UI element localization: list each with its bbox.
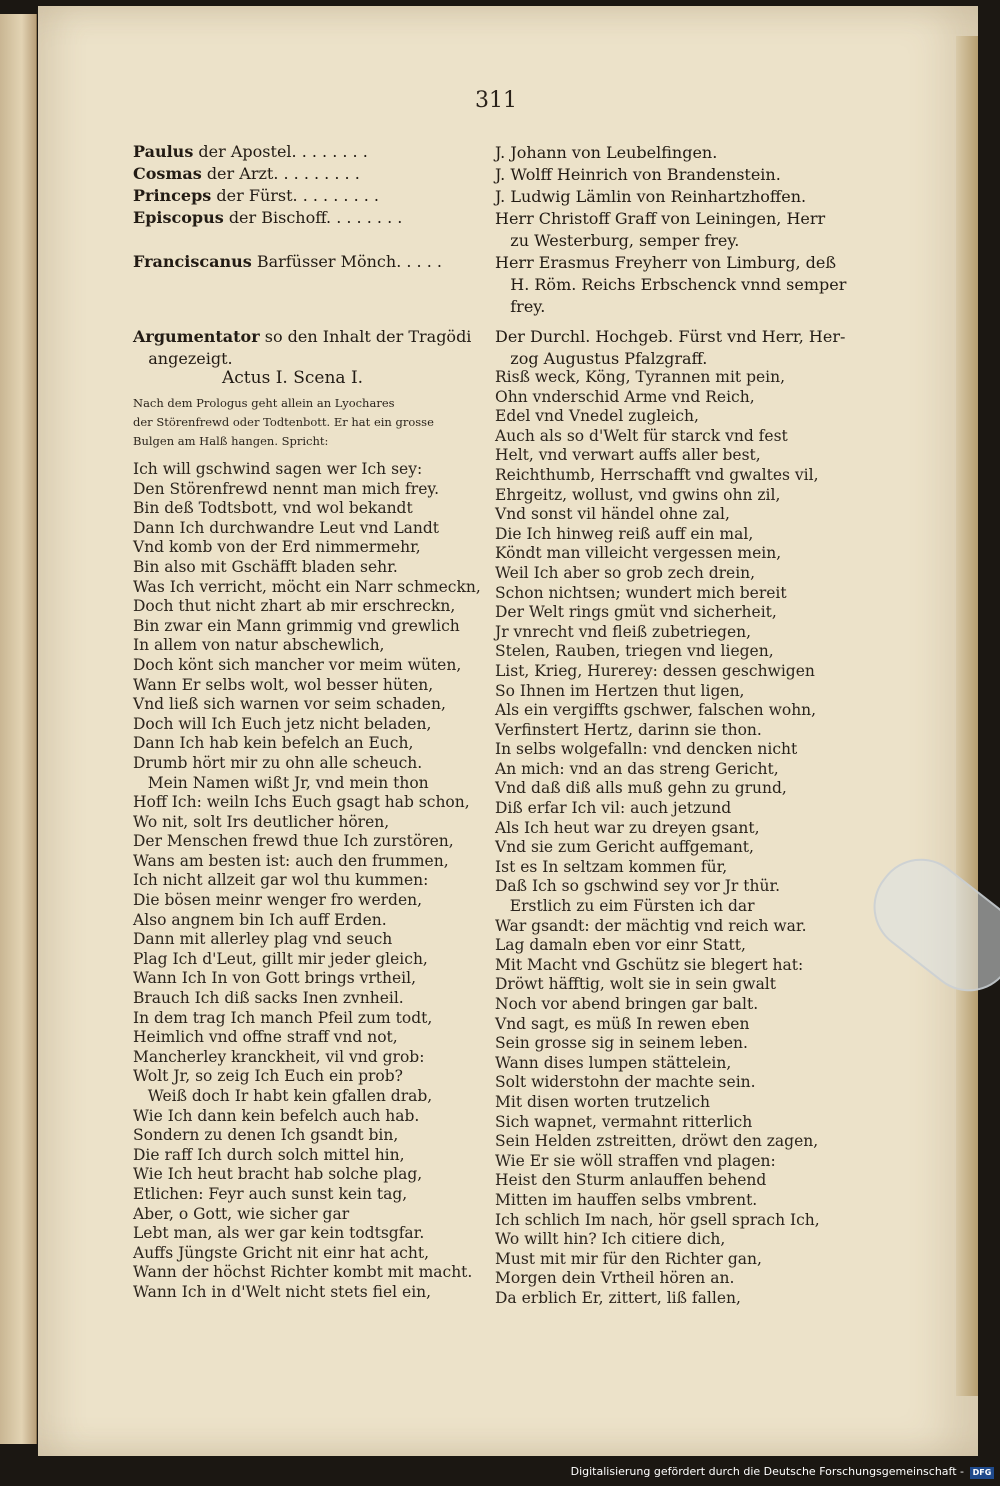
- page-edge: [956, 36, 978, 1396]
- cast-actor: Herr Erasmus Freyherr von Limburg, deß H. Röm. Reichs Erbschenck vnnd semper frey.: [495, 253, 847, 316]
- verse-column-right: Risß weck, Köng, Tyrannen mit pein, Ohn vnderschid Arme vnd Reich, Edel vnd Vnedel zugleich, Auch als so d'Welt für starck vnd fest Helt, vnd verwart auffs aller best, Reichthumb, Herrschafft vnd gwaltes vil, Ehrgeitz, wollust, vnd gwins ohn zil, Vnd sonst vil händel ohne zal, Die Ich hinweg reiß auff ein mal, Köndt man villeicht vergessen mein, Weil Ich aber so grob zech drein, Schon nichtsen; wundert mich bereit Der Welt rings gmüt vnd sicherheit, Jr vnrecht vnd fleiß zubetriegen, Stelen, Rauben, triegen vnd liegen, List, Krieg, Hurerey: dessen geschwigen So Ihnen im Hertzen thut ligen, Als ein vergiffts gschwer, falschen wohn, Verfinstert Hertz, darinn sie thon. In selbs wolgefalln: vnd dencken nicht An mich: vnd an das streng Gericht, Vnd daß diß alls muß gehn zu grund, Diß erfar Ich vil: auch jetzund Als Ich heut war zu dreyen gsant, Vnd sie zum Gericht auffgemant, Ist es In seltzam kommen für, Daß Ich so gschwind sey vor Jr thür. Erstlich zu eim Fürsten ich dar War gsandt: der mächtig vnd reich war. Lag damaln eben vor einr Statt, Mit Macht vnd Gschütz sie blegert hat: Dröwt häfftig, wolt sie in sein gwalt Noch vor abend bringen gar balt. Vnd sagt, es müß In rewen eben Sein grosse sig in seinem leben. Wann dises lumpen stättelein, Solt widerstohn der machte sein. Mit disen worten trutzelich Sich wapnet, vermahnt ritterlich Sein Helden zstreitten, dröwt den zagen, Wie Er sie wöll straffen vnd plagen: Heist den Sturm anlauffen behend Mitten im hauffen selbs vmbrent. Ich schlich Im nach, hör gsell sprach Ich, Wo willt hin? Ich citiere dich, Must mit mir für den Richter gan, Morgen dein Vrtheil hören an. Da erblich Er, zittert, liß fallen,: [495, 368, 820, 1307]
- previous-page-edge: [0, 14, 37, 1444]
- cast-actor: Herr Christoff Graff von Leiningen, Herr zu Westerburg, semper frey.: [495, 209, 826, 250]
- role-latin: Cosmas: [133, 164, 202, 183]
- cast-actor: J. Johann von Leubelfingen.: [495, 143, 718, 162]
- role-latin: Paulus: [133, 142, 194, 161]
- cast-row: [133, 326, 845, 370]
- cast-row: [133, 164, 845, 186]
- cast-list: [133, 142, 845, 370]
- verse-column-left: Ich will gschwind sagen wer Ich sey: Den Störenfrewd nennt man mich frey. Bin deß Todtsbott, vnd wol bekandt Dann Ich durchwandre Leut vnd Landt Vnd komb von der Erd nimmermehr, Bin also mit Gschäfft bladen sehr. Was Ich verricht, möcht ein Narr schmeckn, Doch thut nicht zhart ab mir erschreckn, Bin zwar ein Mann grimmig vnd grewlich In allem von natur abschewlich, Doch könt sich mancher vor meim wüten, Wann Er selbs wolt, wol besser hüten, Vnd ließ sich warnen vor seim schaden, Doch will Ich Euch jetz nicht beladen, Dann Ich hab kein befelch an Euch, Drumb hört mir zu ohn alle scheuch. Mein Namen wißt Jr, vnd mein thon Hoff Ich: weiln Ichs Euch gsagt hab schon, Wo nit, solt Irs deutlicher hören, Der Menschen frewd thue Ich zurstören, Wans am besten ist: auch den frummen, Ich nicht allzeit gar wol thu kummen: Die bösen meinr wenger fro werden, Also angnem bin Ich auff Erden. Dann mit allerley plag vnd seuch Plag Ich d'Leut, gillt mir jeder gleich, Wann Ich In von Gott brings vrtheil, Brauch Ich diß sacks Inen zvnheil. In dem trag Ich manch Pfeil zum todt, Heimlich vnd offne straff vnd not, Mancherley kranckheit, vil vnd grob: Wolt Jr, so zeig Ich Euch ein prob? Weiß doch Ir habt kein gfallen drab, Wie Ich dann kein befelch auch hab. Sondern zu denen Ich gsandt bin, Die raff Ich durch solch mittel hin, Wie Ich heut bracht hab solche plag, Etlichen: Feyr auch sunst kein tag, Aber, o Gott, wie sicher gar Lebt man, als wer gar kein todtsgfar. Auffs Jüngste Gricht nit einr hat acht, Wann der höchst Richter kombt mit macht. Wann Ich in d'Welt nicht stets fiel ein,: [133, 460, 481, 1301]
- role-german: so den Inhalt der Tragödi angezeigt.: [148, 327, 472, 368]
- cast-row: [133, 208, 845, 252]
- role-latin: Episcopus: [133, 208, 224, 227]
- page-number: 311: [475, 88, 517, 113]
- role-german: Barfüsser Mönch.: [256, 252, 402, 271]
- role-german: der Apostel.: [198, 142, 297, 161]
- role-latin: Franciscanus: [133, 252, 252, 271]
- cast-role: Cosmas der Arzt. . . . . . . . .: [133, 164, 360, 183]
- cast-row: [133, 252, 845, 318]
- role-latin: Argumentator: [133, 327, 260, 346]
- cast-row: [133, 142, 845, 164]
- cast-row: [133, 186, 845, 208]
- cast-role: Paulus der Apostel. . . . . . . .: [133, 142, 368, 161]
- cast-role: Episcopus der Bischoff. . . . . . . .: [133, 208, 403, 227]
- role-german: der Bischoff.: [228, 208, 332, 227]
- cast-actor: J. Ludwig Lämlin von Reinhartzhoffen.: [495, 187, 807, 206]
- cast-role: [133, 326, 471, 370]
- cast-role: Princeps der Fürst. . . . . . . . .: [133, 186, 379, 205]
- footer-credit: Digitalisierung gefördert durch die Deutsche Forschungsgemeinschaft -: [570, 1465, 964, 1478]
- cast-role: Franciscanus Barfüsser Mönch. . . . .: [133, 252, 442, 271]
- stage-direction: Nach dem Prologus geht allein an Lyochares der Störenfrewd oder Todtenbott. Er hat ein grosse Bulgen am Halß hangen. Spricht:: [133, 396, 434, 448]
- dfg-logo: DFG: [970, 1467, 994, 1479]
- role-latin: Princeps: [133, 186, 212, 205]
- role-german: der Arzt.: [206, 164, 279, 183]
- act-heading: Actus I. Scena I.: [222, 368, 364, 388]
- cast-actor: Der Durchl. Hochgeb. Fürst vnd Herr, Her- zog Augustus Pfalzgraff.: [495, 327, 846, 368]
- role-german: der Fürst.: [216, 186, 298, 205]
- cast-actor: J. Wolff Heinrich von Brandenstein.: [495, 165, 781, 184]
